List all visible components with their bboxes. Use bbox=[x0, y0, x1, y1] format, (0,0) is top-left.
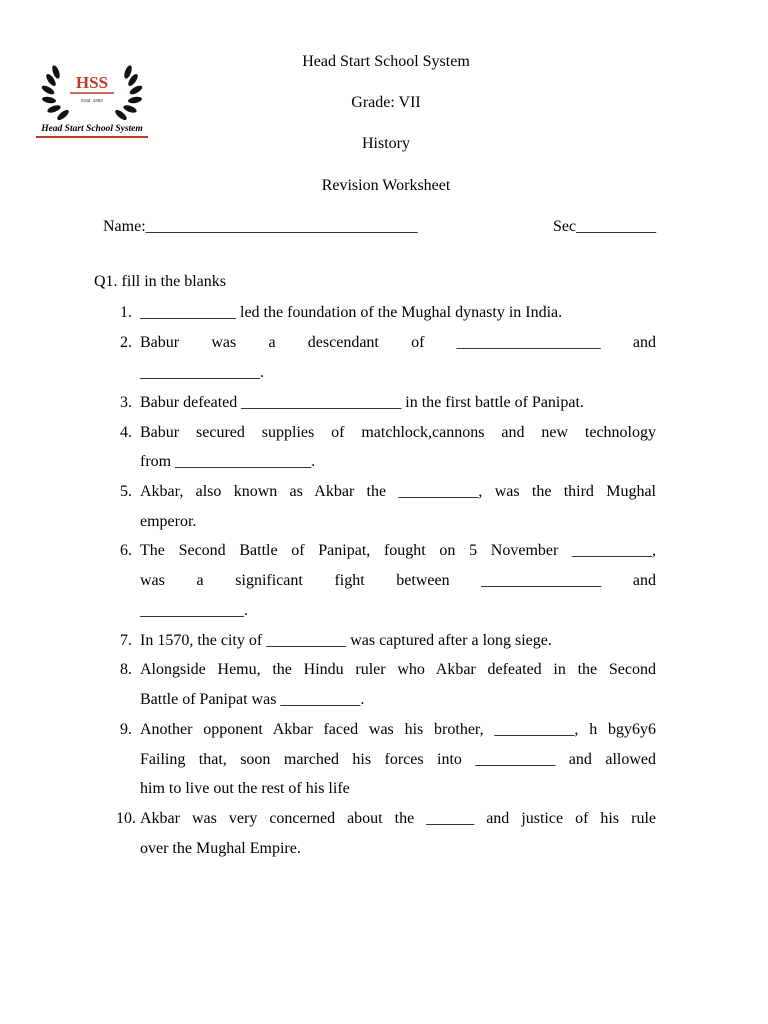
list-item[interactable]: Alongside Hemu, the Hindu ruler who Akbar defeated in the Second bbox=[140, 661, 656, 678]
list-item[interactable]: Akbar was very concerned about the ______ and justice of his rule bbox=[140, 810, 656, 827]
item-number: 1. bbox=[120, 304, 132, 321]
item-number: 7. bbox=[120, 632, 132, 649]
list-item-continuation[interactable]: Battle of Panipat was __________. bbox=[140, 691, 365, 708]
item-number: 5. bbox=[120, 483, 132, 500]
list-item[interactable]: In 1570, the city of __________ was captured after a long siege. bbox=[140, 632, 552, 649]
logo-caption: Head Start School System bbox=[41, 124, 143, 134]
subject-label: History bbox=[362, 135, 410, 152]
list-item-continuation[interactable]: emperor. bbox=[140, 513, 197, 530]
list-item[interactable]: ____________ led the foundation of the Mughal dynasty in India. bbox=[140, 304, 563, 321]
list-item[interactable]: Babur defeated ____________________ in the first battle of Panipat. bbox=[140, 394, 584, 411]
list-item[interactable]: Babur was a descendant of __________________ and bbox=[140, 334, 656, 351]
list-item-continuation[interactable]: from _________________. bbox=[140, 453, 316, 470]
list-item-continuation[interactable]: _____________. bbox=[140, 602, 248, 619]
item-number: 2. bbox=[120, 334, 132, 351]
item-number: 9. bbox=[120, 721, 132, 738]
grade-label: Grade: VII bbox=[351, 94, 421, 111]
item-number: 6. bbox=[120, 542, 132, 559]
svg-text:Estd. 1992: Estd. 1992 bbox=[81, 98, 103, 103]
list-item[interactable]: Another opponent Akbar faced was his brother, __________, h bgy6y6 bbox=[140, 721, 656, 738]
list-item-continuation[interactable]: him to live out the rest of his life bbox=[140, 780, 350, 797]
list-item-continuation[interactable]: over the Mughal Empire. bbox=[140, 840, 301, 857]
list-item-continuation[interactable]: Failing that, soon marched his forces into __________ and allowed bbox=[140, 751, 656, 768]
list-item[interactable]: Akbar, also known as Akbar the __________, was the third Mughal bbox=[140, 483, 656, 500]
item-number: 3. bbox=[120, 394, 132, 411]
school-name: Head Start School System bbox=[302, 53, 470, 70]
name-field[interactable]: Name:__________________________________ bbox=[103, 218, 418, 235]
list-item[interactable]: Babur secured supplies of matchlock,cannons and new technology bbox=[140, 424, 656, 441]
list-item-continuation[interactable]: _______________. bbox=[140, 364, 264, 381]
logo-initials: HSS bbox=[75, 73, 109, 92]
question-heading: Q1. fill in the blanks bbox=[94, 273, 226, 290]
list-item[interactable]: The Second Battle of Panipat, fought on 5 November __________, bbox=[140, 542, 656, 559]
item-number: 10. bbox=[116, 810, 136, 827]
section-field[interactable]: Sec__________ bbox=[553, 218, 657, 235]
item-number: 4. bbox=[120, 424, 132, 441]
item-number: 8. bbox=[120, 661, 132, 678]
worksheet-title: Revision Worksheet bbox=[321, 177, 451, 194]
list-item-continuation[interactable]: was a significant fight between _______________ and bbox=[140, 572, 656, 589]
